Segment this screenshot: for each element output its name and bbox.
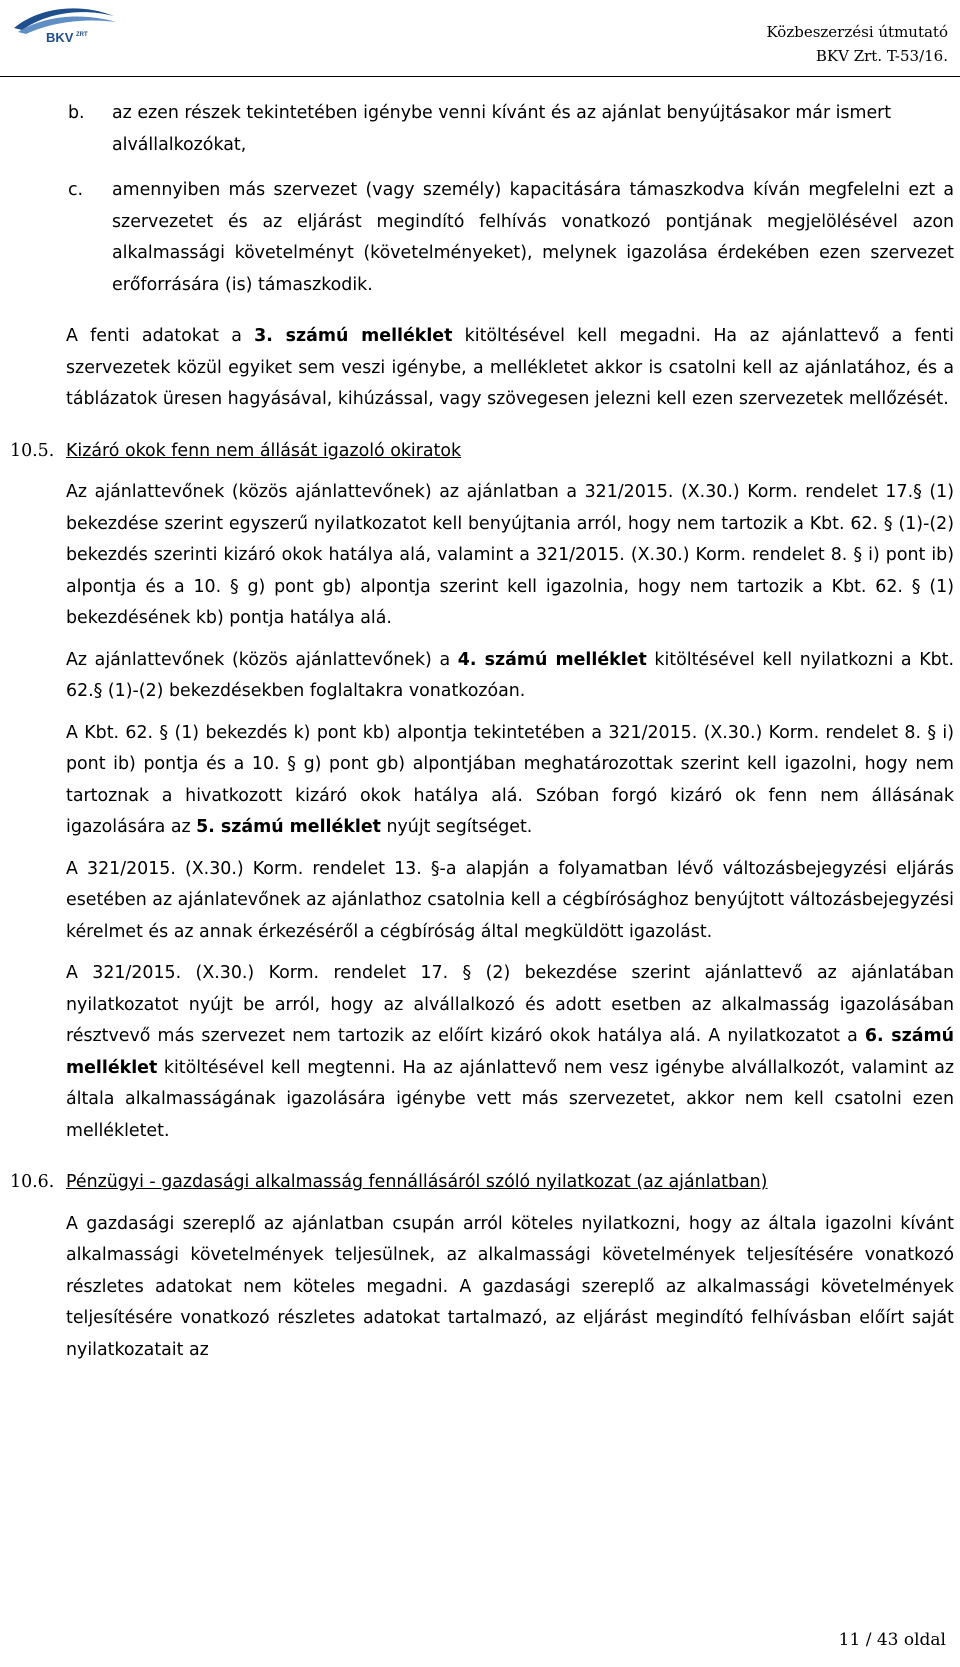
- section-title: Pénzügyi - gazdasági alkalmasság fennállásáról szóló nyilatkozat (az ajánlatban): [66, 1172, 768, 1192]
- list-marker: c.: [68, 180, 84, 200]
- attachment-ref: 4. számú melléklet: [457, 649, 647, 670]
- list-item-c: [0, 175, 960, 301]
- page-header: [0, 0, 960, 80]
- paragraph-attachment-4: Az ajánlattevőnek (közös ajánlattevőnek) a 4. számú melléklet kitöltésével kell nyilatkozni a Kbt. 62.§ (1)-(2) bekezdésekben foglaltakra vonatkozóan.: [66, 649, 954, 701]
- paragraph-attachment-6: A 321/2015. (X.30.) Korm. rendelet 17. § (2) bekezdése szerint ajánlattevő az ajánlatában nyilatkozatot nyújt be arról, hogy az alvállalkozó és adott esetben az alkalmasság igazolásában résztvevő más szervezet nem tartozik az előírt kizáró okok hatálya alá. A nyilatkozatot a 6. számú melléklet kitöltésével kell megtenni. Ha az ajánlattevő nem vesz igénybe alvállalkozót, valamint az általa alkalmasságának igazolására igénybe vett más szervezetet, akkor nem kell csatolni ezen mellékletet.: [66, 963, 954, 1141]
- header-title: Közbeszerzési útmutató: [766, 23, 948, 41]
- paragraph-attachment-5: A Kbt. 62. § (1) bekezdés k) pont kb) alpontja tekintetében a 321/2015. (X.30.) Korm. rendelet 8. § i) pont ib) pontja és a 10. § g) pont gb) alpontjában meghatározottak szerint kell igazolni, hogy nem tartoznak a hivatkozott kizáró okok hatálya alá. Szóban forgó kizáró ok fenn nem állásának igazolására az 5. számú melléklet nyújt segítséget.: [66, 722, 954, 837]
- document-body: [0, 98, 960, 1366]
- page-number: 11 / 43 oldal: [838, 1630, 946, 1650]
- list-item-text: az ezen részek tekintetében igénybe venni kívánt és az ajánlat benyújtásakor már ismert alvállalkozókat,: [112, 103, 892, 155]
- paragraph: A 321/2015. (X.30.) Korm. rendelet 13. §-a alapján a folyamatban lévő változásbejegyzési eljárás esetében az ajánlatevőnek az ajánlathoz csatolnia kell a cégbírósághoz benyújtott változásbejegyzési kérelmet és az annak érkezéséről a cégbíróság által megküldött igazolást.: [66, 858, 954, 942]
- section-heading-10-5: [0, 436, 960, 468]
- attachment-ref: 6. számú melléklet: [66, 1026, 954, 1078]
- header-divider: [0, 76, 960, 77]
- bkv-logo: [8, 4, 120, 46]
- header-reference: BKV Zrt. T-53/16.: [815, 47, 948, 65]
- section-heading-10-6: [0, 1167, 960, 1199]
- paragraph: Az ajánlattevőnek (közös ajánlattevőnek) az ajánlatban a 321/2015. (X.30.) Korm. rendelet 17.§ (1) bekezdése szerint egyszerű nyilatkozatot kell benyújtania arról, hogy nem tartozik a Kbt. 62. § (1)-(2) bekezdés szerinti kizáró okok hatálya alá, valamint a 321/2015. (X.30.) Korm. rendelet 8. § i) pont ib) alpontja és a 10. § g) pont gb) alpontja szerint kell igazolnia, hogy nem tartozik a Kbt. 62. § (1) bekezdésének kb) pontja hatálya alá.: [66, 482, 954, 628]
- svg-text:ZRT: ZRT: [76, 32, 88, 38]
- attachment-ref: 5. számú melléklet: [196, 817, 381, 837]
- list-item-text: amennyiben más szervezet (vagy személy) kapacitására támaszkodva kíván megfelelni ezt a szervezetet és az eljárást megindító felhívás vonatkozó pontjának megjelölésével azon alkalmassági követelményt (követelményeket), melynek igazolása érdekében ezen szervezet erőforrására (is) támaszkodik.: [112, 180, 954, 295]
- paragraph: A gazdasági szereplő az ajánlatban csupán arról köteles nyilatkozni, hogy az általa igazolni kívánt alkalmassági követelmények teljesülnek, az alkalmassági követelmények teljesítésére vonatkozó részletes adatokat nem köteles megadni. A gazdasági szereplő az alkalmassági követelmények teljesítésére vonatkozó részletes adatokat tartalmazó, az eljárást megindító felhívásban előírt saját nyilatkozatait az: [66, 1213, 954, 1360]
- list-item-b: [0, 98, 960, 161]
- paragraph-attachment-3: A fenti adatokat a 3. számú melléklet kitöltésével kell megadni. Ha az ajánlattevő a fenti szervezetek közül egyiket sem veszi igénybe, a mellékletet akkor is csatolni kell az ajánlatához, és a táblázatok üresen hagyásával, kihúzással, vagy szövegesen jelezni kell ezen szervezetek mellőzését.: [66, 326, 954, 409]
- svg-text:BKV: BKV: [46, 30, 74, 45]
- section-number: 10.6.: [10, 1172, 55, 1192]
- list-marker: b.: [68, 103, 85, 123]
- section-number: 10.5.: [10, 440, 55, 461]
- header-info: [766, 20, 948, 68]
- section-title: Kizáró okok fenn nem állását igazoló okiratok: [66, 440, 462, 461]
- attachment-ref: 3. számú melléklet: [254, 326, 453, 346]
